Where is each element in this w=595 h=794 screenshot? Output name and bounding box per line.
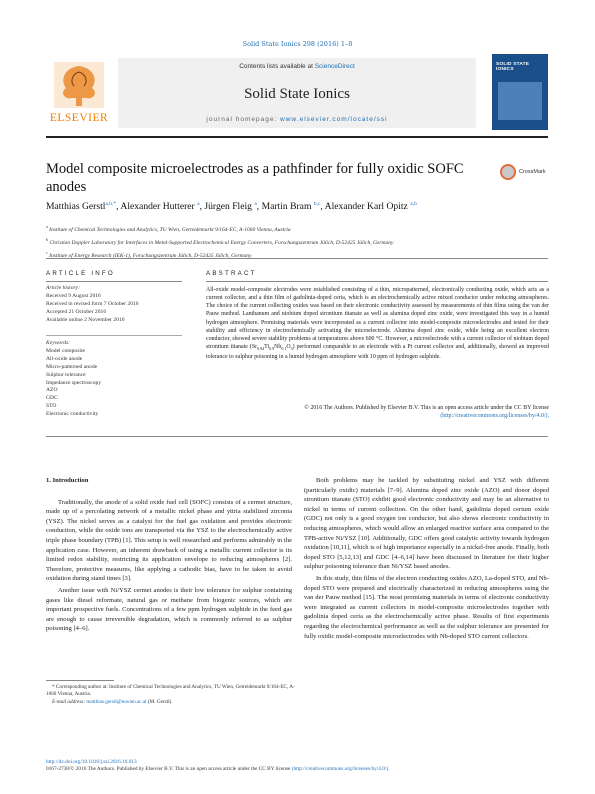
copyright-text: 0167-2738/© 2016 The Authors. Published by Elsevier B.V. This is an open access article under the CC BY license [46,766,292,773]
page-footer [46,759,548,774]
doi-link[interactable]: http://dx.doi.org/10.1016/j.ssi.2016.10.013 [46,759,137,765]
keywords-label: Keywords: [46,340,71,346]
keyword-item: Electronic conductivity [46,411,99,418]
contents-prefix: Contents lists available at [239,63,315,70]
affiliation-mark: a [46,224,48,229]
license-link[interactable]: (http://creativecommons.org/licenses/by/4.0/). [440,413,549,420]
body-paragraph: Both problems may be tackled by substituting nickel and YSZ with different (particularly oxidic) materials [7–9]. Alumina doped zinc oxide (AZO) and donor doped strontium titanate (STO) exhibit good electronic conductivity and may be an alternative to nickel in terms of current collection. On the other hand, gadolinia doped cerium oxide (GDC) not only is a good oxygen ion conductor, but also shows electronic conductivity in reducing atmospheres, which would allow an enlarged reactive surface area compared to the TPB-active Ni/YSZ [10]. Additionally, GDC offers good catalytic activity towards hydrogen oxidation [10,11], which is of high importance especially in a nickel-free anode. Finally, both doped STO [5,12,13] and GDC [4–6,14] have been discussed in literature for their higher sulphur poisoning tolerance than Ni/YSZ based anodes. [304,477,549,571]
crossmark-badge[interactable] [500,162,550,184]
keywords-rule [46,335,182,336]
publisher-wordmark: ELSEVIER [49,112,109,124]
body-column-left [46,476,292,634]
author-name[interactable]: Martin Bram [261,201,312,213]
author-name[interactable]: Alexander Hutterer [120,201,195,213]
affiliation-mark: c [46,249,48,255]
history-item: Received 9 August 2016 [46,292,101,299]
license-text: © 2016 The Authors. Published by Elsevier B.V. This is an open access article under the CC BY license [304,405,549,411]
author-name[interactable]: Matthias Gerstl [46,201,106,213]
keyword-item: All-oxide anode [46,355,83,362]
body-paragraph: Another issue with Ni/YSZ cermet anodes is their low tolerance for sulphur containing gases like diesel reformate, natural gas or methane from biogenic sources, which are important prospective fuels. Concentrations of a few ppm hydrogen sulphide in the feed gas are enough to cause irreversible degradation, which is commonly referred to as sulphur poisoning [4–6]. [46,586,292,633]
author-name[interactable]: Alexander Karl Opitz [324,201,408,213]
history-item: Available online 2 November 2016 [46,316,125,323]
homepage-link[interactable]: www.elsevier.com/locate/ssi [280,116,388,123]
email-label: E-mail address: [52,698,87,705]
formula-subscript: 3 [290,346,293,352]
affiliation-item [46,222,556,235]
corresponding-author-text: * Corresponding author at: Institute of Chemical Technologies and Analytics, TU Wien, Getreidemarkt 9/164-EC, A-1060 Vienna, Austria. [46,684,295,698]
author-affil-mark[interactable]: a [254,201,257,207]
journal-masthead [46,54,548,134]
body-column-right [304,476,549,641]
formula-element: Ti [264,344,270,351]
abstract-body [206,286,549,362]
homepage-line [118,116,476,123]
author-affil-mark[interactable]: b,c [313,201,321,207]
section-heading: 1. Introduction [46,477,89,484]
history-item: Accepted 21 October 2016 [46,308,107,315]
journal-cover-thumbnail[interactable] [492,54,548,130]
publisher-logo[interactable] [46,60,112,128]
keyword-item: AZO [46,387,58,394]
affiliation-item [46,235,556,248]
abstract-divider [46,436,548,437]
article-info-rule [46,281,182,282]
history-item: Received in revised form 7 October 2016 [46,300,139,307]
sciencedirect-link[interactable]: ScienceDirect [314,63,355,70]
author-affil-mark[interactable]: a,b,* [105,201,117,207]
author-list: Matthias Gerstl$^{a,b,*}$, Alexander Hutterer $^a$, Jürgen Fleig $^a$, Martin Bram $^{b,c}$, Alexander Karl Opitz $^{a,b}$ [46,201,417,213]
history-label: Article history: [46,285,81,291]
keywords-list [46,340,186,419]
formula-element: Nb [274,344,282,351]
affiliations [46,222,556,260]
formula-subscript: 0.1 [281,346,287,352]
article-info-heading: ARTICLE INFO [46,270,115,277]
article-history [46,285,186,325]
body-paragraph: Traditionally, the anode of a solid oxide fuel cell (SOFC) consists of a cermet structure, made up of a percolating network of a metallic nickel phase and yttria stabilized zirconia (YSZ). The nickel serves as a catalyst for the fuel gas oxidation and provides electronic conduction, while the oxide ions are transported via the YSZ to the electrochemically active triple phase boundary (TPB) [1]. This setup is well researched and performs admirably in the application case. However, an inherent drawback of using a metallic current collector is its limited redox stability, restricting its application envelope to reducing atmospheres [2]. Therefore, protective measures, like applying a cathodic bias, have to be taken to avoid oxidation during stand times [3]. [46,498,292,583]
copyright-line [46,766,548,773]
elsevier-tree-icon [54,62,104,108]
affiliation-text: Institute of Energy Research (IEK-1), Forschungszentrum Jülich, D-52425 Jülich, Germany [49,252,252,259]
crossmark-label: CrossMark [519,169,546,175]
keyword-item: Impedance spectroscopy [46,379,102,386]
footnote-rule [46,680,114,681]
abstract-text-2: ) performed comparable to an electrode with a Pt current collector and, additionally, showed an improved tolerance to sulphur poisoning in a humid hydrogen atmosphere with 10 ppm of hydrogen sulphide. [206,344,549,361]
journal-citation[interactable]: Solid State Ionics 298 (2016) 1–8 [242,40,353,48]
article-title: Model composite microelectrodes as a pathfinder for fully oxidic SOFC anodes [46,161,464,195]
masthead-divider [46,136,548,138]
homepage-prefix: journal homepage: [206,116,281,123]
email-suffix: (M. Gerstl). [146,698,173,705]
affiliation-text: Institute of Chemical Technologies and Analytics, TU Wien, Getreidemarkt 9/164-EC, A-1060 Vienna, Austria [49,226,291,233]
email-line [46,699,296,706]
corresponding-author-footnote [46,684,296,706]
crossmark-icon [500,164,516,180]
abstract-rule [206,281,548,282]
formula-subscript: 0.94 [257,346,265,352]
masthead-banner [118,58,476,128]
abstract-text-1: All-oxide model-composite electrodes were established consisting of a thin, micropatterned, electronically conducting oxide, which acts as a current collector, and a thin film of gadolinia-doped ceria, which is an electrochemically active mixed conductor under reducing atmospheres. The choice of the current collecting oxides was based on their electronic conductivity assessed by measurements of thin films using the van der Pauw method. Lanthanum and niobium doped strontium titanate as well as alumina doped zinc oxide, were investigated this way in a humid hydrogen atmosphere. Promising materials were incorporated as a current collector into model-composite microelectrodes and tested for their stability and efficiency in electrochemically activating the microelectrode. Alumina doped zinc oxide, while being an excellent electron conductor, showed severe stability problems at temperatures above 600 °C. However, a microelectrode with a current collector of niobium doped strontium titanate (Sr [206,287,549,351]
keyword-item: Model composite [46,347,85,354]
contents-line [118,63,476,70]
formula-element: O [286,344,291,351]
affiliation-text: Christian Doppler Laboratory for Interfaces in Metal-Supported Electrochemical Energy Converters, Forschungszentrum Jülich, D-52425 Jülich, Germany [49,239,394,246]
author-name[interactable]: Jürgen Fleig [204,201,252,213]
keyword-item: STO [46,403,57,410]
copyright-link[interactable]: (http://creativecommons.org/licenses/by/4.0/). [291,766,390,773]
cover-image [498,82,542,120]
cover-title: SOLID STATE IONICS [496,62,530,72]
author-affil-mark[interactable]: a [197,201,200,207]
author-affil-mark[interactable]: a,b [410,201,417,207]
abstract-heading: ABSTRACT [206,270,257,277]
keyword-item: GDC [46,395,58,402]
header-divider [46,258,548,259]
formula-subscript: 0.9 [269,346,275,352]
journal-name: Solid State Ionics [244,86,350,102]
email-link[interactable]: matthias.gerstl@tuwien.ac.at [86,698,147,705]
body-paragraph: In this study, thin films of the electron conducting oxides AZO, La-doped STO, and Nb-doped STO were prepared and electrically characterized in reducing atmospheres using the van der Pauw method [15]. The most promising materials in terms of electronic conductivity were integrated as current collectors in model-composite microelectrodes together with gadolinia doped ceria as the electrochemically active phase. Results of first experiments regarding the electrochemical performance as well as the sulphur tolerance are presented for fully oxidic model-composite microelectrodes with Nb-doped STO current collectors. [304,574,549,640]
license-statement [206,404,549,420]
keyword-item: Sulphur tolerance [46,371,86,378]
affiliation-mark: b [46,236,48,242]
keyword-item: Micro-patterned anode [46,363,98,370]
